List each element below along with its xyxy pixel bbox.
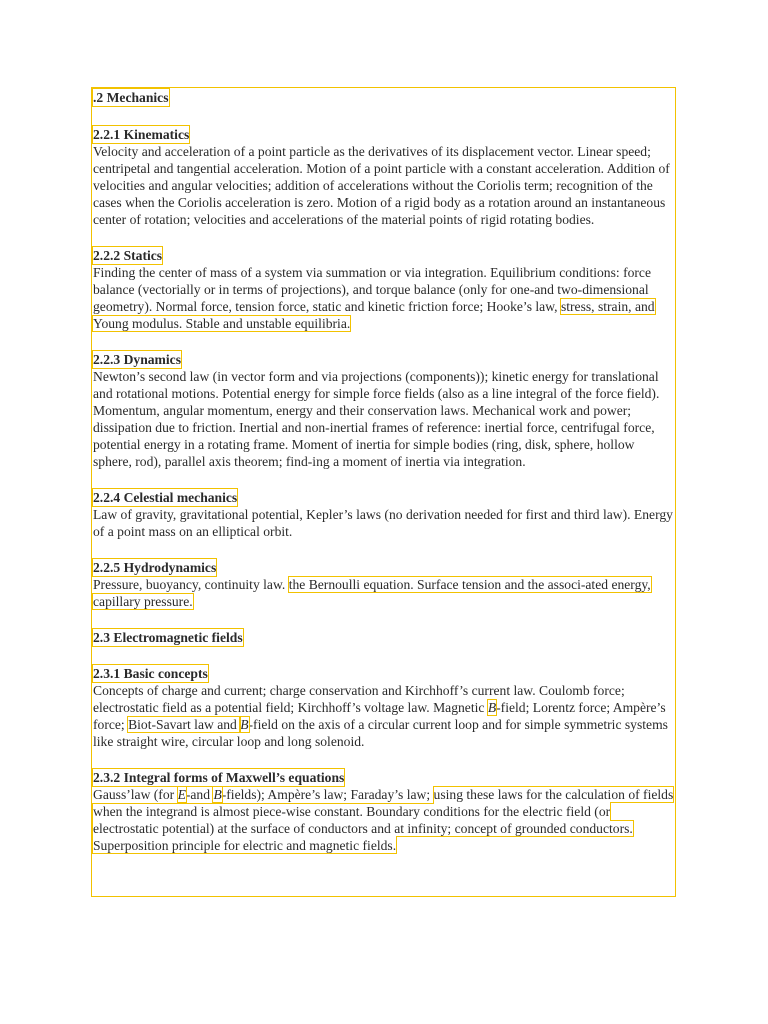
subsection-title-dynamics: 2.2.3 Dynamics	[93, 352, 181, 367]
subsection-title-hydrodynamics: 2.2.5 Hydrodynamics	[93, 560, 217, 575]
statics-text-part: Finding the center of mass of a system via summation or via integration. Equilibrium conditions: force balance (vectorially or in terms of projections), and torque balance (only for one-and two-dimensional geometry). Normal force, tension force, static and kinetic friction force; Hooke’s law,	[93, 265, 651, 314]
basic-concepts-text-a: Concepts of charge and current; charge conservation and Kirchhoff’s current law. Coulomb force; electrostatic field as a potential field; Kirchhoff’s voltage law. Magnetic	[93, 683, 625, 715]
dynamics-text: Newton’s second law (in vector form and via projections (components)); kinetic energy for translational and rotational motions. Potential energy for simple force fields (also as a line integral of the force field). Momentum, angular momentum, energy and their conservation laws. Mechanical work and power; dissipation due to friction. Inertial and non-inertial frames of reference: inertial force, centrifugal force, potential energy in a rotating frame. Moment of inertia for simple bodies (ring, disk, sphere, hollow sphere, rod), parallel axis theorem; find-ing a moment of inertia via integration.	[93, 369, 660, 469]
section-title-electromagnetic: 2.3 Electromagnetic fields	[93, 630, 243, 645]
section-title-mechanics: .2 Mechanics	[93, 90, 169, 105]
kinematics-text: Velocity and acceleration of a point particle as the derivatives of its displacement vector. Linear speed; centripetal and tangential acceleration. Motion of a point particle with a constant acceleration. Addition of velocities and angular velocities; addition of accelerations without the Coriolis term; recognition of the cases when the Coriolis acceleration is zero. Motion of a rigid body as a rotation around an instantaneous center of rotation; velocities and accelerations of the material points of rigid rotating bodies.	[93, 144, 670, 227]
symbol-e-field: E	[177, 787, 186, 802]
maxwell-text	[93, 786, 675, 854]
maxwell-text-b: -and	[185, 787, 214, 802]
biot-savart-highlight: Biot-Savart law and	[128, 717, 241, 732]
basic-concepts-text-c: -field on the axis of a circular current loop and for simple symmetric systems like straight wire, circular loop and long solenoid.	[93, 717, 668, 749]
hydrodynamics-highlight: the Bernoulli equation. Surface tension and the associ-ated energy, capillary pressure.	[93, 577, 651, 609]
maxwell-highlight: using these laws for the calculation of fields when the integrand is almost piece-wise constant. Boundary conditions for the electric field (or electrostatic potential) at the surface of conductors and at infinity; concept of grounded conductors. Superposition principle for electric and magnetic fields.	[93, 787, 674, 853]
hydrodynamics-text-part: Pressure, buoyancy, continuity law.	[93, 577, 289, 592]
subsection-title-maxwell: 2.3.2 Integral forms of Maxwell’s equations	[93, 770, 345, 785]
statics-highlight: stress, strain, and Young modulus. Stable and unstable equilibria.	[93, 299, 655, 331]
statics-text	[93, 264, 675, 332]
subsection-title-kinematics: 2.2.1 Kinematics	[93, 127, 190, 142]
document-content	[93, 88, 675, 854]
basic-concepts-text-b: -field; Lorentz force; Ampère’s force;	[93, 700, 666, 732]
basic-concepts-text	[93, 682, 675, 750]
maxwell-text-a: Gauss’law (for	[93, 787, 178, 802]
subsection-title-basic-concepts: 2.3.1 Basic concepts	[93, 666, 208, 681]
maxwell-text-c: -fields); Ampère’s law; Faraday’s law;	[221, 787, 434, 802]
hydrodynamics-text	[93, 576, 675, 610]
subsection-title-statics: 2.2.2 Statics	[93, 248, 163, 263]
symbol-b-field: B	[487, 700, 497, 715]
subsection-title-celestial: 2.2.4 Celestial mechanics	[93, 490, 238, 505]
celestial-text: Law of gravity, gravitational potential, Kepler’s laws (no derivation needed for first and third law). Energy of a point mass on an elliptical orbit.	[93, 507, 673, 539]
symbol-b-field-3: B	[213, 787, 222, 802]
symbol-b-field-2: B	[240, 717, 249, 732]
